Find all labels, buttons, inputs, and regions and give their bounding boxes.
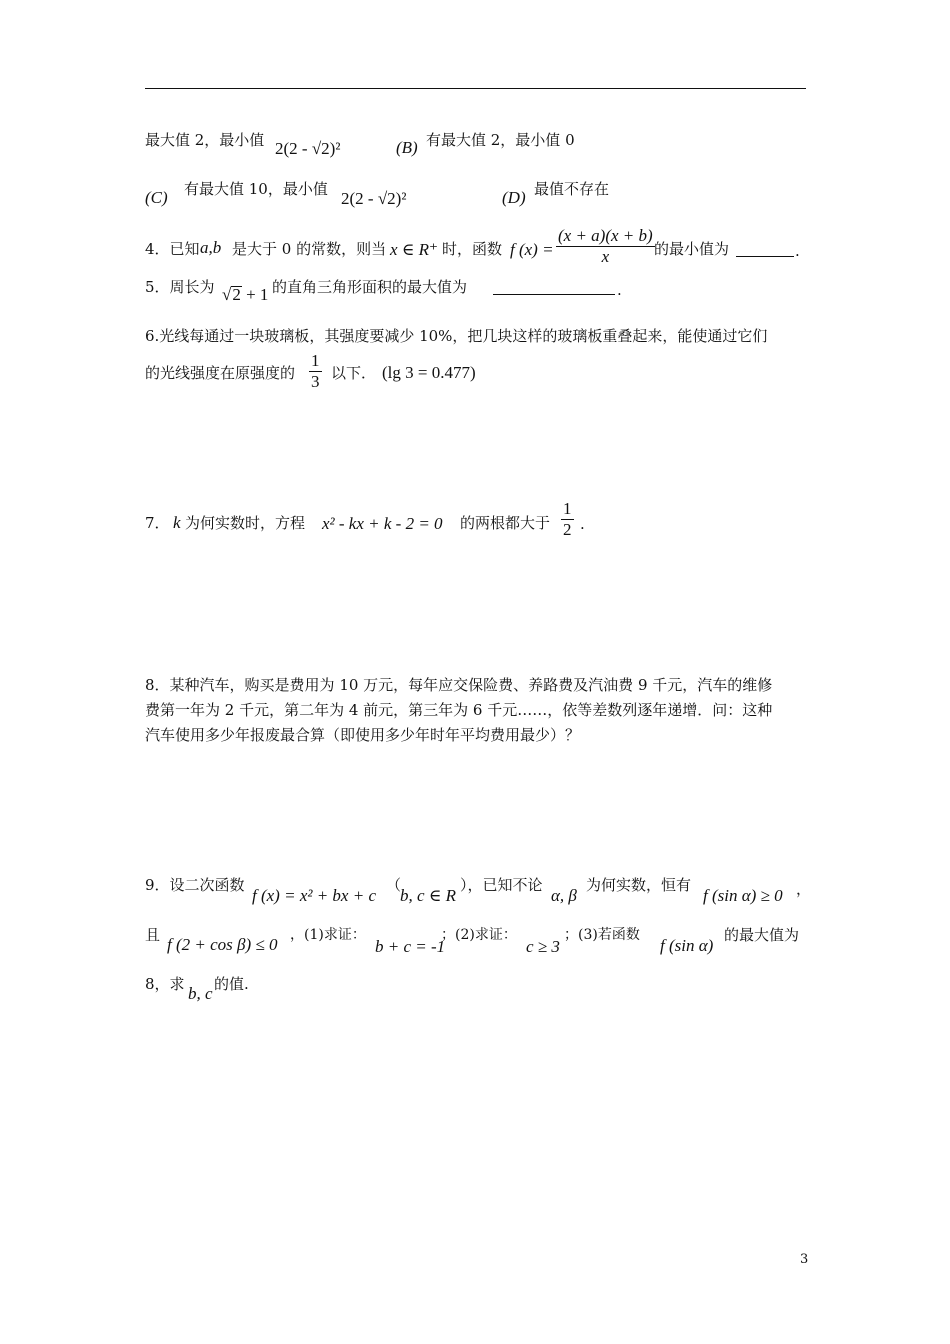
q6-line2-suffix: 以下． <box>331 364 377 382</box>
option-a-math: 2(2 - √2)² <box>275 139 341 158</box>
q8-line1: 8．某种汽车，购买是费用为 10 万元，每年应交保险费、养路费及汽油费 9 千元，汽车的维修 <box>145 676 773 694</box>
q7-end: . <box>580 515 585 533</box>
q9-l3-suffix: 的值. <box>214 975 249 993</box>
q9-l1-end: ， <box>796 880 812 898</box>
q8-line2: 费第一年为 2 千元，第二年为 4 前元，第三年为 6 千元……，依等差数列逐年递增．问：这种 <box>145 701 773 719</box>
q9-l1-func: f (x) = x² + bx + c <box>252 886 376 905</box>
q9-l2-prefix: 且 <box>145 926 161 944</box>
q9-l1-paren-open: （ <box>386 876 402 894</box>
option-b-label: (B) <box>396 138 418 157</box>
q5-prefix: 5．周长为 <box>145 278 215 296</box>
q5-radicand: 2 <box>232 285 241 304</box>
q9-l1-mid: 为何实数，恒有 <box>586 876 692 894</box>
q4-mid2: 时，函数 <box>442 240 503 258</box>
q9-l1-cond: b, c ∈ R <box>400 886 457 905</box>
q9-l1-ineq: f (sin α) ≥ 0 <box>703 886 783 905</box>
q9-l2-part3: ；(3)若函数 <box>564 927 640 943</box>
q6-line1: 6.光线每通过一块玻璃板，其强度要减少 10%，把几块这样的玻璃板重叠起来，能使通过它们 <box>145 327 768 345</box>
q6-line2-prefix: 的光线强度在原强度的 <box>145 364 296 382</box>
q9-l2-eq2: c ≥ 3 <box>526 937 560 956</box>
q5-suffix: 的直角三角形面积的最大值为 <box>272 278 468 296</box>
q9-l1-vars: α, β <box>551 886 577 905</box>
q9-l2-suffix: 的最大值为 <box>724 926 800 944</box>
q7-equation: x² - kx + k - 2 = 0 <box>322 514 443 533</box>
q4-denominator: x <box>601 247 610 266</box>
q7-frac-den: 2 <box>563 520 572 539</box>
q4-end: . <box>795 242 800 260</box>
q5-answer-blank <box>493 280 615 298</box>
q4-func: f (x) = <box>510 240 554 259</box>
q7-k: k <box>173 513 181 532</box>
q4-cond: x ∈ R⁺ <box>390 240 438 259</box>
q9-l3-prefix: 8，求 <box>145 975 185 993</box>
q6-fraction <box>309 352 322 391</box>
option-c-label: (C) <box>145 188 168 207</box>
q5-end: . <box>617 281 622 299</box>
option-b-text: 有最大值 2，最小值 0 <box>426 131 575 149</box>
q4-fraction <box>556 227 655 266</box>
q4-answer-blank <box>736 242 794 260</box>
page-number: 3 <box>800 1252 809 1267</box>
header-rule <box>145 88 806 89</box>
q9-l2-part2: ；(2)求证： <box>441 927 517 943</box>
option-a-text: 最大值 2，最小值 <box>145 131 265 149</box>
q9-l2-ineq: f (2 + cos β) ≤ 0 <box>167 935 278 954</box>
q7-mid: 为何实数时，方程 <box>185 514 306 532</box>
q6-frac-den: 3 <box>311 372 320 391</box>
option-d-text: 最值不存在 <box>534 180 610 198</box>
q8-line3: 汽车使用多少年报废最合算（即使用多少年时年平均费用最少）？ <box>145 726 581 744</box>
q7-prefix: 7． <box>145 514 170 532</box>
q4-numerator: (x + a)(x + b) <box>558 226 653 245</box>
q9-l1-prefix: 9．设二次函数 <box>145 876 245 894</box>
q7-fraction <box>561 500 574 539</box>
q9-l2-func: f (sin α) <box>660 936 714 955</box>
q5-math: √2 + 1 <box>222 285 269 304</box>
q9-l3-vars: b, c <box>188 984 213 1003</box>
option-d-label: (D) <box>502 188 526 207</box>
option-c-text: 有最大值 10，最小值 <box>184 180 328 198</box>
q7-frac-num: 1 <box>563 499 572 518</box>
q9-l1-paren-close: ），已知不论 <box>460 876 543 894</box>
q6-hint: (lg 3 = 0.477) <box>382 363 476 382</box>
q4-prefix: 4．已知 <box>145 240 200 258</box>
q7-suffix: 的两根都大于 <box>460 514 551 532</box>
option-c-math: 2(2 - √2)² <box>341 189 407 208</box>
q4-mid: 是大于 0 的常数，则当 <box>232 240 387 258</box>
q9-l2-part1: ，(1)求证： <box>290 927 366 943</box>
q4-suffix: 的最小值为 <box>654 240 730 258</box>
q4-ab: a,b <box>200 238 222 257</box>
q9-l2-eq1: b + c = -1 <box>375 937 446 956</box>
q6-frac-num: 1 <box>311 351 320 370</box>
